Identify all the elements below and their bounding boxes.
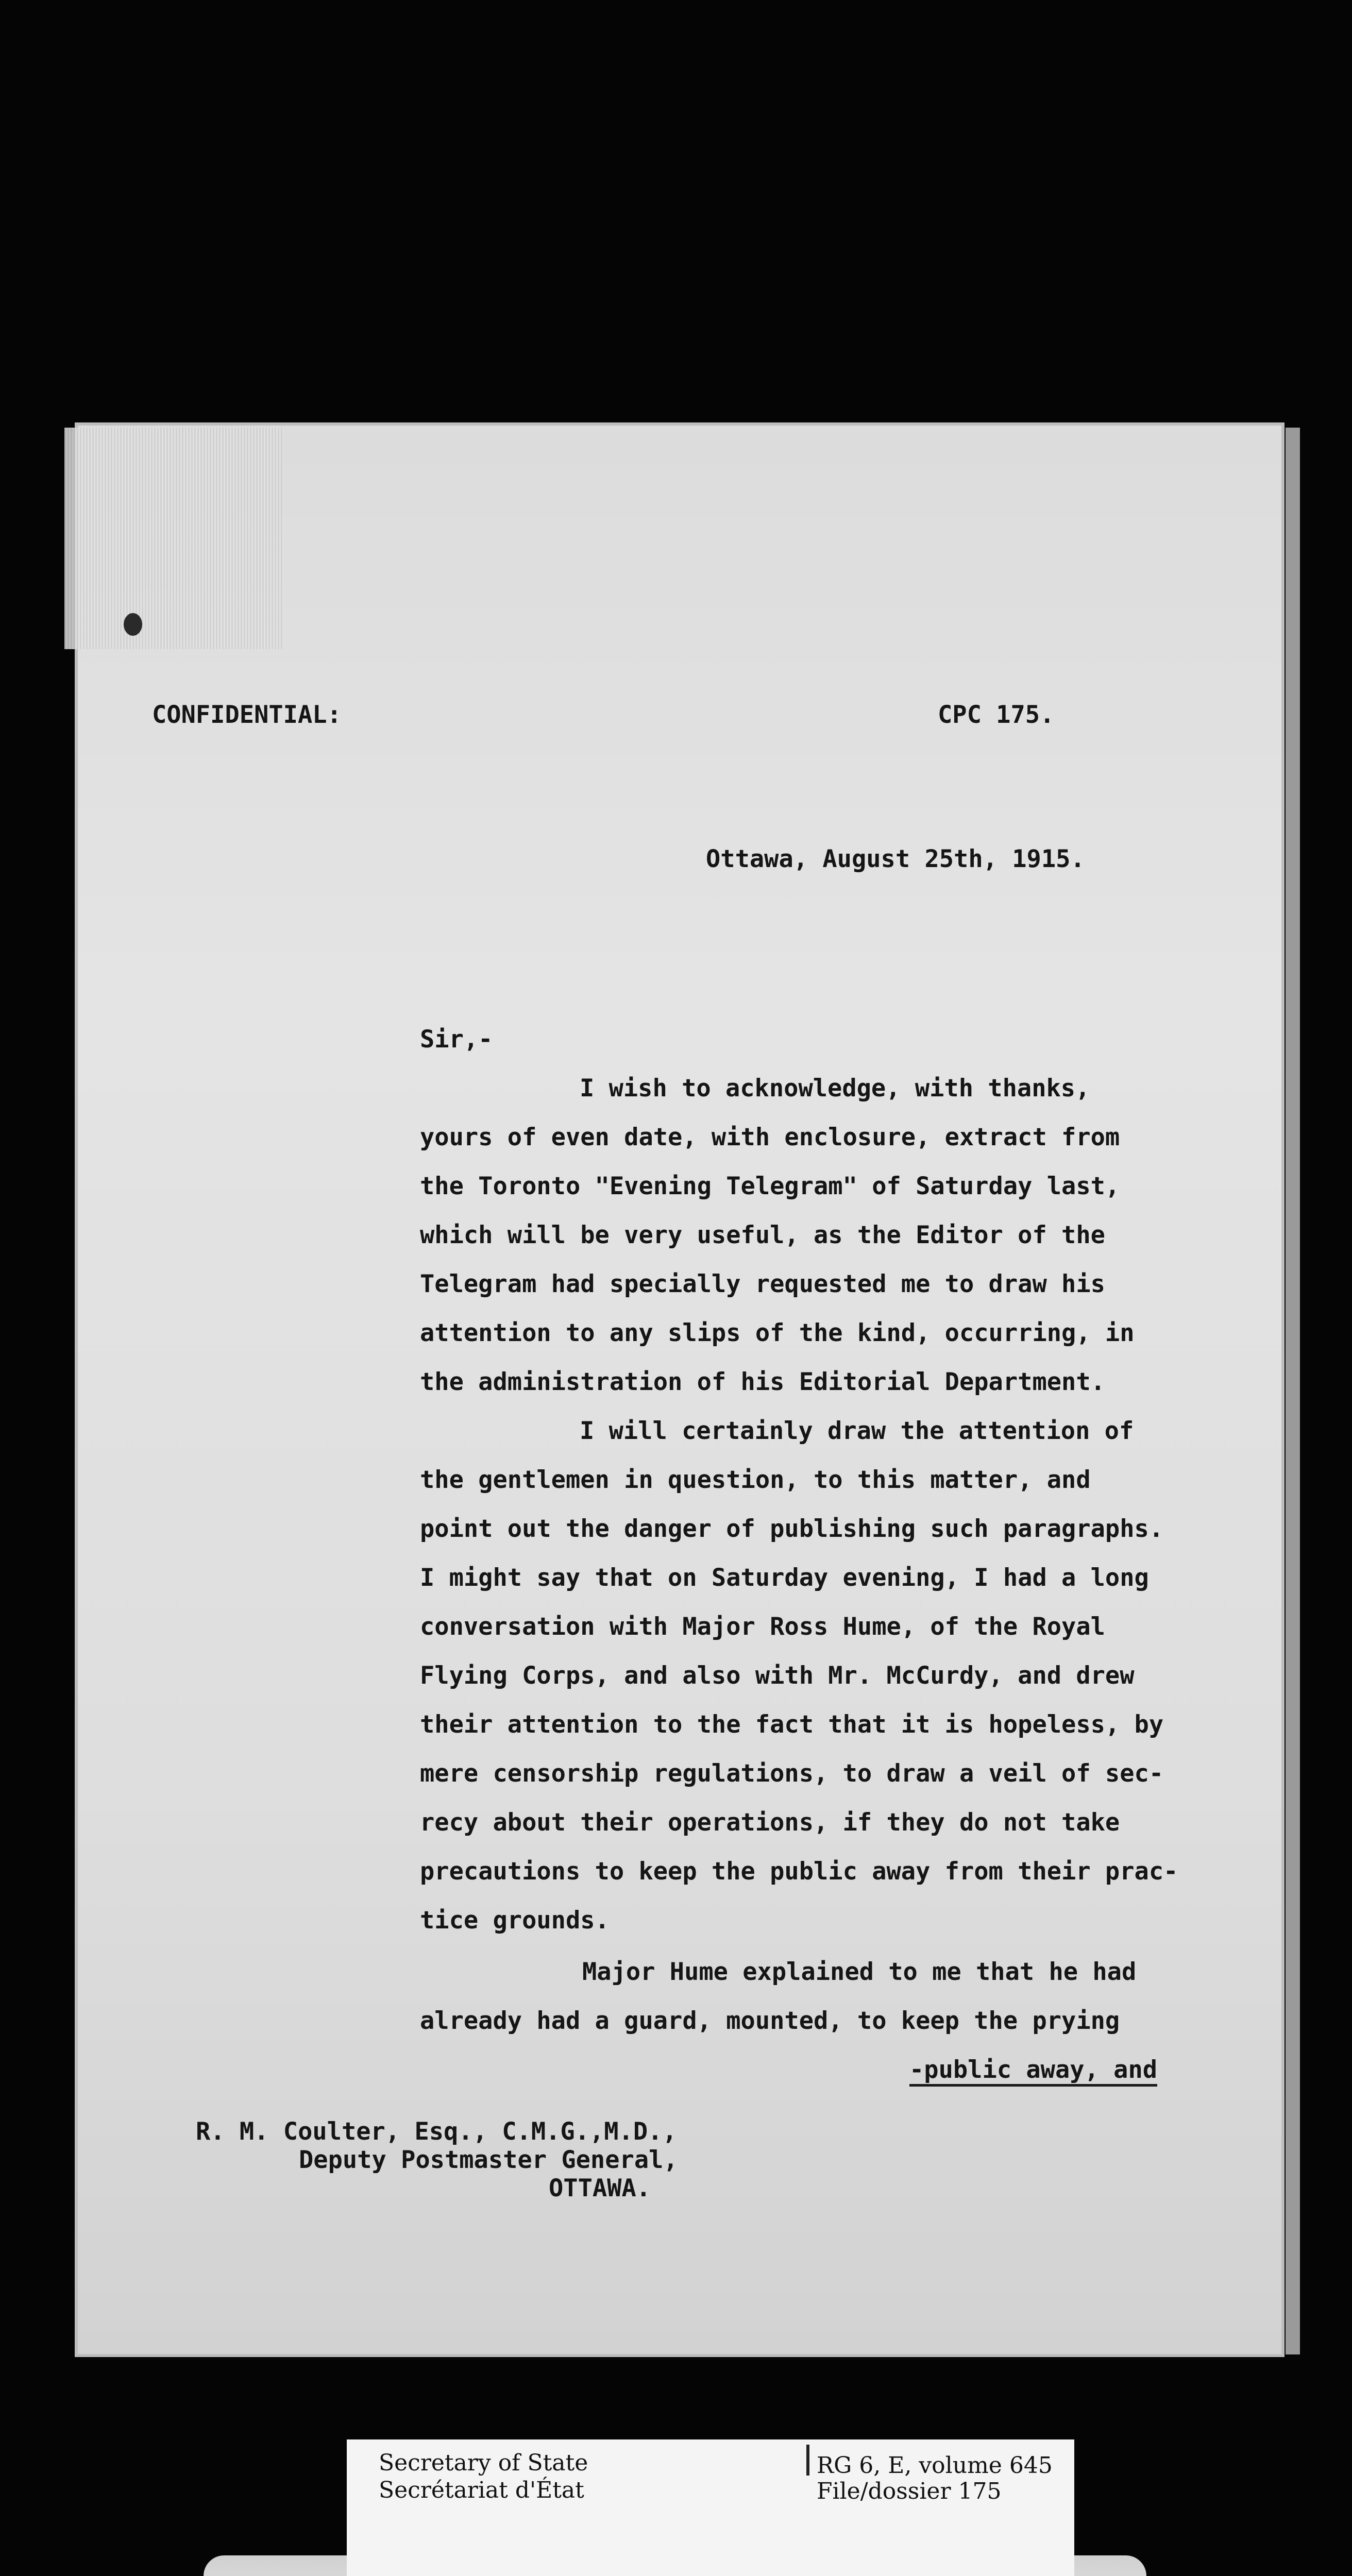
label-record-group: RG 6, E, volume 645 (817, 2452, 1053, 2479)
label-file-number: File/dossier 175 (817, 2478, 1002, 2504)
body-line: yours of even date, with enclosure, extract from (420, 1123, 1120, 1151)
body-line: I wish to acknowledge, with thanks, (580, 1074, 1090, 1103)
punch-hole (124, 613, 142, 636)
body-line: Major Hume explained to me that he had (582, 1958, 1137, 1986)
body-line: I will certainly draw the attention of (580, 1417, 1134, 1445)
addressee-line: Deputy Postmaster General, (299, 2146, 678, 2174)
body-line: Telegram had specially requested me to draw his (420, 1270, 1105, 1298)
label-department-fr: Secrétariat d'État (379, 2477, 584, 2503)
salutation: Sir,- (420, 1025, 493, 1054)
body-line: which will be very useful, as the Editor of the (420, 1221, 1105, 1249)
body-line: the administration of his Editorial Department. (420, 1368, 1105, 1396)
body-line: the gentlemen in question, to this matter, and (420, 1466, 1091, 1494)
body-line: recy about their operations, if they do not take (420, 1808, 1120, 1837)
body-line: conversation with Major Ross Hume, of the Royal (420, 1613, 1105, 1641)
dateline: Ottawa, August 25th, 1915. (706, 845, 1085, 873)
reference-number: CPC 175. (938, 701, 1055, 729)
body-line: point out the danger of publishing such paragraphs. (420, 1515, 1164, 1543)
body-line: already had a guard, mounted, to keep the prying (420, 2007, 1120, 2035)
tape-strip (64, 428, 283, 649)
body-line: their attention to the fact that it is hopeless, by (420, 1710, 1164, 1739)
catchword: -public away, and (909, 2056, 1157, 2087)
label-bracket (806, 2445, 809, 2476)
addressee-line: R. M. Coulter, Esq., C.M.G.,M.D., (196, 2117, 677, 2146)
body-line: tice grounds. (420, 1906, 610, 1935)
body-line: mere censorship regulations, to draw a veil of sec- (420, 1759, 1164, 1788)
body-line: Flying Corps, and also with Mr. McCurdy, and drew (420, 1662, 1135, 1690)
body-line: attention to any slips of the kind, occurring, in (420, 1319, 1135, 1347)
label-department-en: Secretary of State (379, 2450, 588, 2476)
body-line: I might say that on Saturday evening, I had a long (420, 1564, 1149, 1592)
classification-heading: CONFIDENTIAL: (152, 701, 342, 729)
addressee-line: OTTAWA. (549, 2174, 651, 2202)
body-line: the Toronto "Evening Telegram" of Saturday last, (420, 1172, 1120, 1200)
body-line: precautions to keep the public away from their prac- (420, 1857, 1178, 1886)
